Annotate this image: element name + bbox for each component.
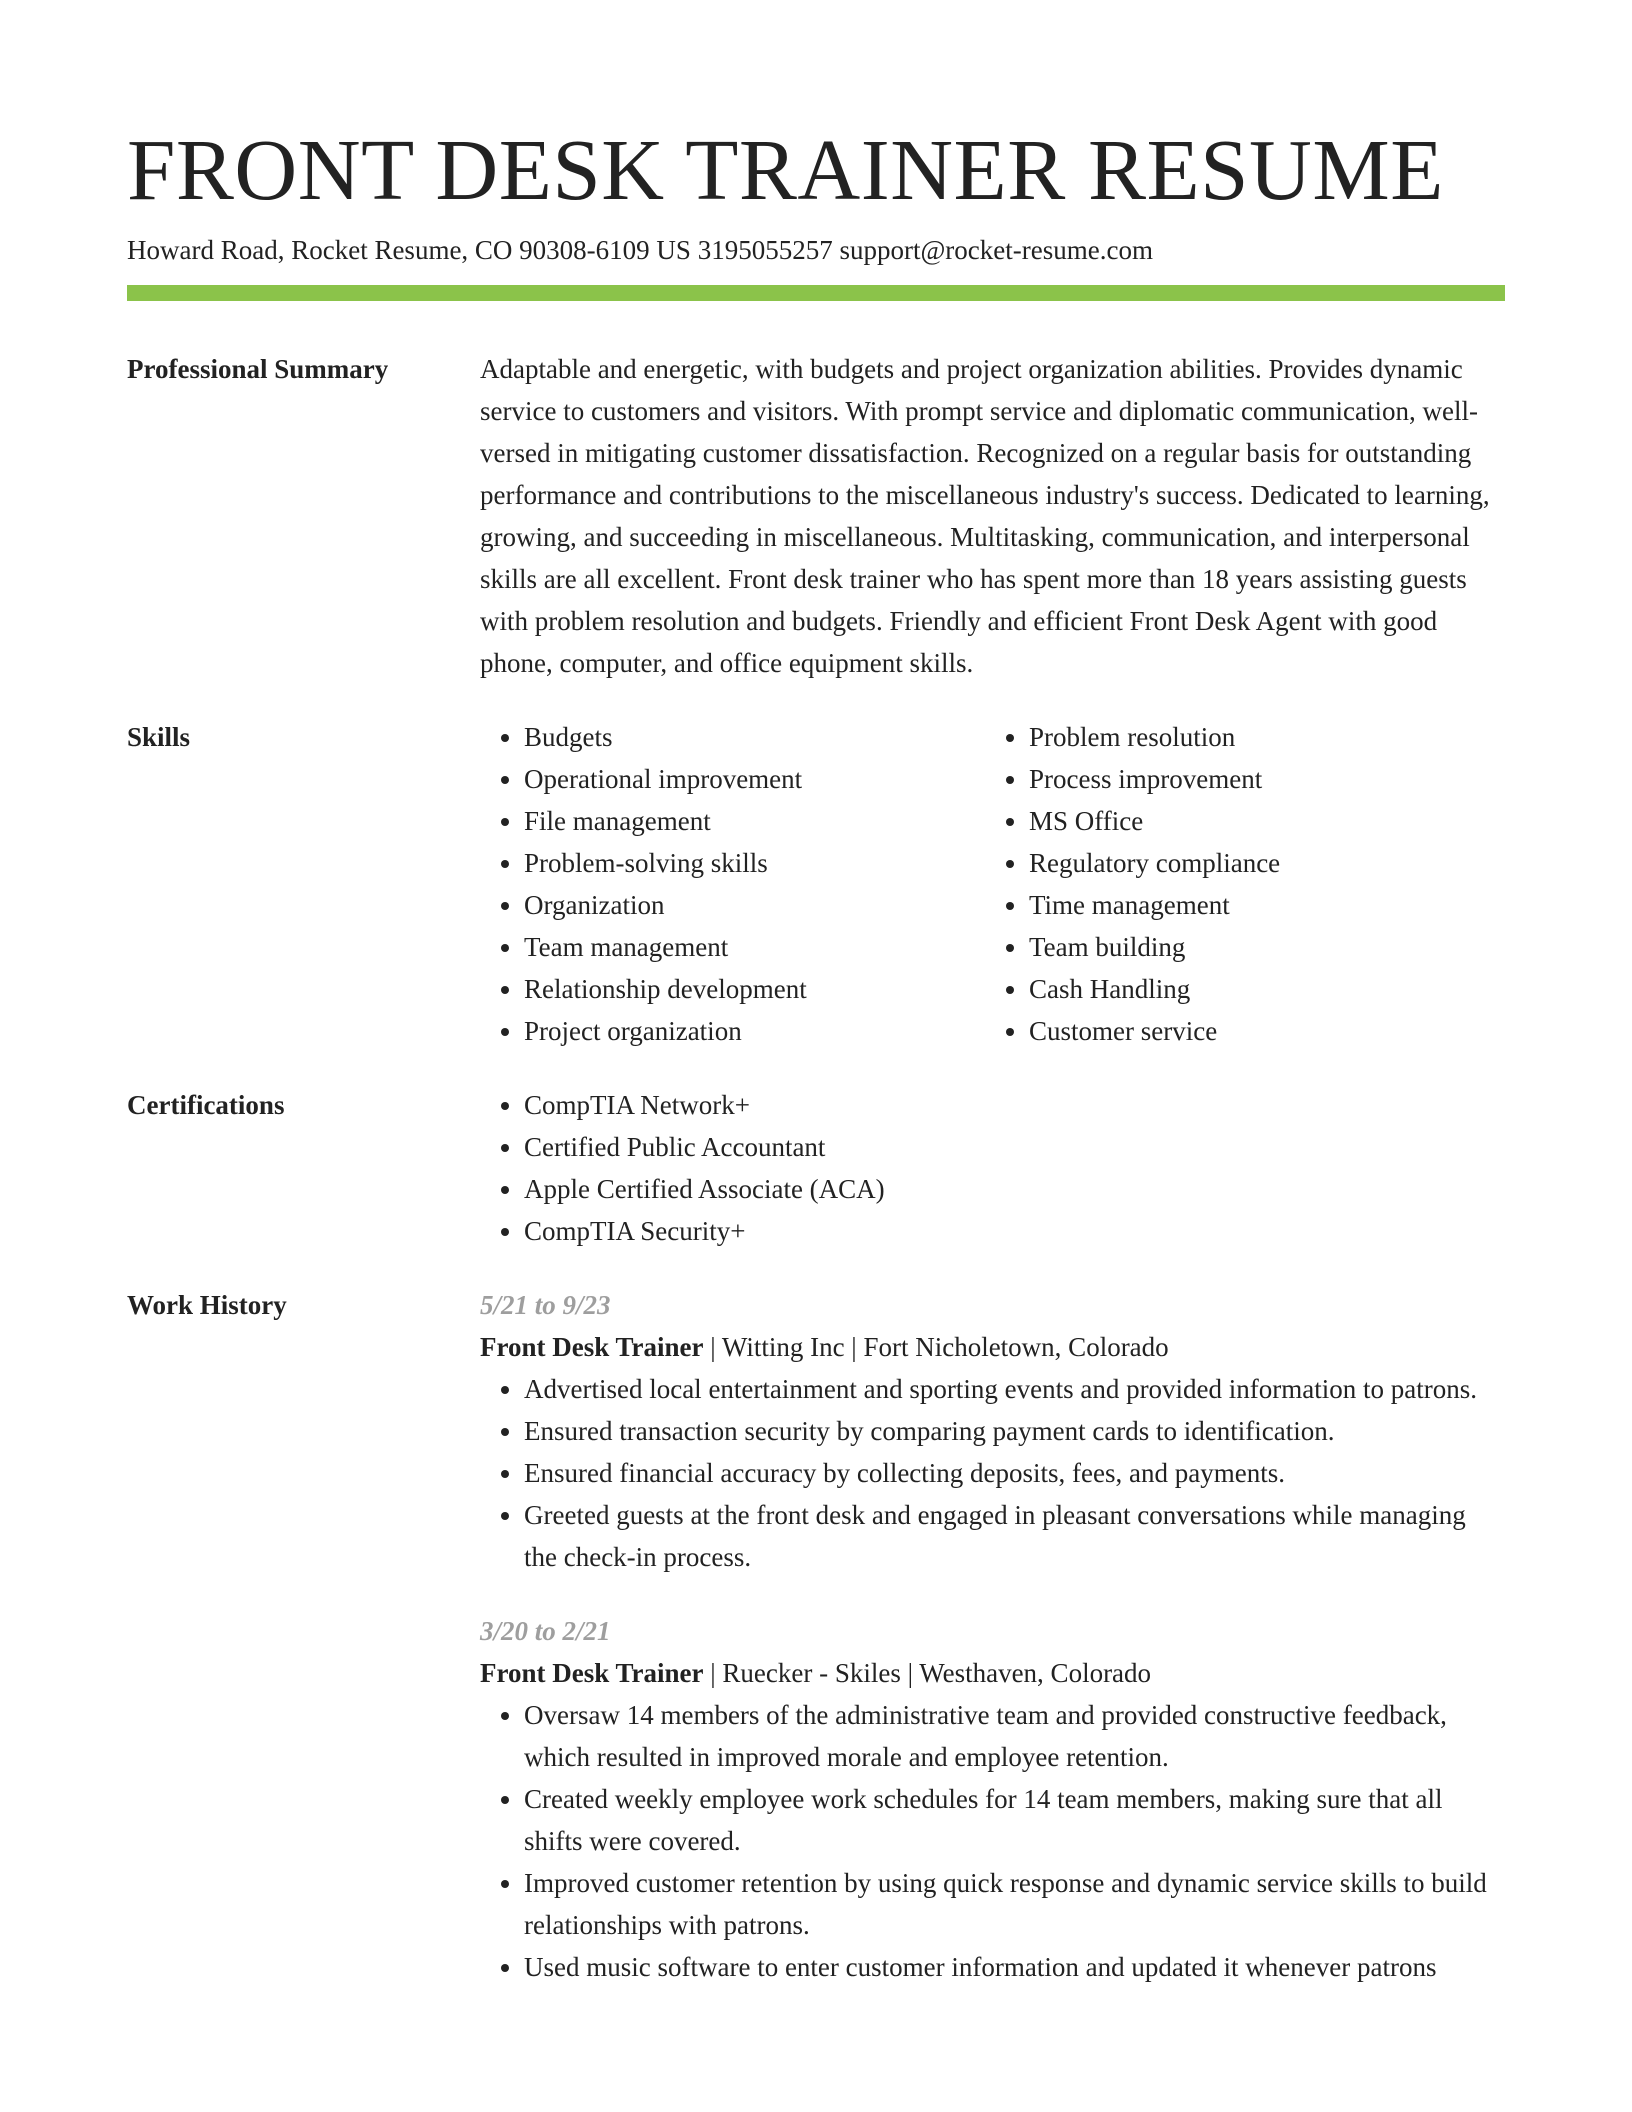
job-entry <box>480 1610 1505 1988</box>
certifications-list <box>480 1084 1505 1252</box>
job-duty: • Greeted guests at the front desk and engaged in pleasant conversations while managing the check-in process. <box>524 1494 1505 1578</box>
skills-column-left <box>480 716 985 1052</box>
certifications-body <box>480 1084 1505 1252</box>
work-history-body <box>480 1284 1505 1988</box>
certification-item: • Apple Certified Associate (ACA) <box>524 1168 1505 1210</box>
skill-item: • Regulatory compliance <box>1029 842 1505 884</box>
skill-item: • Cash Handling <box>1029 968 1505 1010</box>
skill-item: • Organization <box>524 884 985 926</box>
section-label-summary: Professional Summary <box>127 354 389 384</box>
skill-item: • Team building <box>1029 926 1505 968</box>
job-duty: • Ensured financial accuracy by collecting deposits, fees, and payments. <box>524 1452 1505 1494</box>
skill-item: • Relationship development <box>524 968 985 1010</box>
accent-divider <box>127 285 1505 301</box>
contact-line: Howard Road, Rocket Resume, CO 90308-6109 US 3195055257 support@rocket-resume.com <box>127 235 1153 265</box>
skill-item: • Customer service <box>1029 1010 1505 1052</box>
job-heading <box>480 1326 1505 1368</box>
skills-list-left <box>480 716 985 1052</box>
skill-item: • Problem resolution <box>1029 716 1505 758</box>
skill-item: • Problem-solving skills <box>524 842 985 884</box>
job-duty: • Used music software to enter customer information and updated it whenever patrons <box>524 1946 1505 1988</box>
job-details: | Ruecker - Skiles | Westhaven, Colorado <box>703 1658 1152 1688</box>
job-details: | Witting Inc | Fort Nicholetown, Colorado <box>703 1332 1169 1362</box>
job-dates: 5/21 to 9/23 <box>480 1290 611 1320</box>
certification-item: • CompTIA Security+ <box>524 1210 1505 1252</box>
skill-item: • Process improvement <box>1029 758 1505 800</box>
section-label-work-history: Work History <box>127 1290 287 1320</box>
work-history-section <box>127 1284 1505 1988</box>
skill-item: • Team management <box>524 926 985 968</box>
resume-page <box>127 118 1505 1988</box>
job-title: Front Desk Trainer <box>480 1332 704 1362</box>
summary-text: Adaptable and energetic, with budgets and project organization abilities. Provides dynamic service to customers and visitors. With prompt service and diplomatic communication, well-versed in mitigating customer dissatisfaction. Recognized on a regular basis for outstanding performance and contributions to the miscellaneous industry's success. Dedicated to learning, growing, and succeeding in miscellaneous. Multitasking, communication, and interpersonal skills are all excellent. Front desk trainer who has spent more than 18 years assisting guests with problem resolution and budgets. Friendly and efficient Front Desk Agent with good phone, computer, and office equipment skills. <box>480 354 1490 678</box>
job-duties-list <box>480 1694 1505 1988</box>
job-duty: • Created weekly employee work schedules for 14 team members, making sure that all shifts were covered. <box>524 1778 1505 1862</box>
certification-item: • Certified Public Accountant <box>524 1126 1505 1168</box>
summary-section <box>127 348 1505 684</box>
section-label-certifications: Certifications <box>127 1090 285 1120</box>
skills-columns <box>480 716 1505 1052</box>
resume-title: FRONT DESK TRAINER RESUME <box>127 121 1444 218</box>
job-duty: • Improved customer retention by using quick response and dynamic service skills to build relationships with patrons. <box>524 1862 1505 1946</box>
job-duty: • Advertised local entertainment and sporting events and provided information to patrons. <box>524 1368 1505 1410</box>
skill-item: • File management <box>524 800 985 842</box>
skills-column-right <box>985 716 1505 1052</box>
skill-item: • Time management <box>1029 884 1505 926</box>
job-entry <box>480 1284 1505 1578</box>
certification-item: • CompTIA Network+ <box>524 1084 1505 1126</box>
skills-list-right <box>985 716 1505 1052</box>
skill-item: • Operational improvement <box>524 758 985 800</box>
job-duty: • Oversaw 14 members of the administrative team and provided constructive feedback, which resulted in improved morale and employee retention. <box>524 1694 1505 1778</box>
job-dates: 3/20 to 2/21 <box>480 1616 611 1646</box>
job-heading <box>480 1652 1505 1694</box>
skill-item: • MS Office <box>1029 800 1505 842</box>
job-duty: • Ensured transaction security by comparing payment cards to identification. <box>524 1410 1505 1452</box>
certifications-section <box>127 1084 1505 1252</box>
skill-item: • Project organization <box>524 1010 985 1052</box>
section-label-skills: Skills <box>127 722 191 752</box>
skill-item: • Budgets <box>524 716 985 758</box>
job-title: Front Desk Trainer <box>480 1658 704 1688</box>
job-duties-list <box>480 1368 1505 1578</box>
skills-section <box>127 716 1505 1052</box>
